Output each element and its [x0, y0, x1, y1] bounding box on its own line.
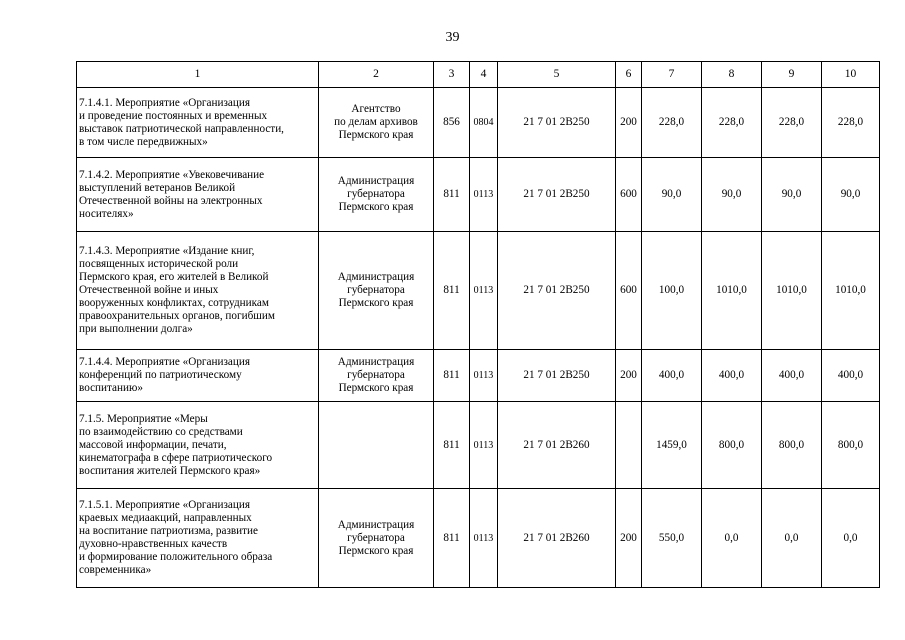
column-header-7: 7: [642, 62, 702, 88]
agency-cell: [319, 489, 434, 588]
target-article-cell: 21 7 01 2В250: [498, 158, 616, 232]
amount-col7-cell: 90,0: [642, 158, 702, 232]
agency-cell: [319, 402, 434, 489]
activity-name-cell: [77, 489, 319, 588]
table-row: [77, 158, 880, 232]
section-code-cell: 0113: [470, 402, 498, 489]
amount-col9-cell: 0,0: [762, 489, 822, 588]
section-code-cell: 0113: [470, 158, 498, 232]
target-article-cell: 21 7 01 2В260: [498, 489, 616, 588]
agency-cell: [319, 350, 434, 402]
amount-col10-cell: 400,0: [822, 350, 880, 402]
expense-type-cell: 600: [616, 232, 642, 350]
agency-name: Агентство по делам архивов Пермского края: [334, 103, 418, 141]
amount-col7-cell: 1459,0: [642, 402, 702, 489]
column-header-5: 5: [498, 62, 616, 88]
agency-name: Администрация губернатора Пермского края: [337, 271, 415, 309]
amount-col9-cell: 90,0: [762, 158, 822, 232]
table-row: [77, 350, 880, 402]
amount-col9-cell: 1010,0: [762, 232, 822, 350]
column-header-10: 10: [822, 62, 880, 88]
amount-col10-cell: 90,0: [822, 158, 880, 232]
activity-name-cell: [77, 402, 319, 489]
budget-table: [76, 61, 880, 588]
expense-type-cell: 200: [616, 489, 642, 588]
expense-type-cell: 200: [616, 88, 642, 158]
activity-name: 7.1.5.1. Мероприятие «Организация краевых медиаакций, направленных на воспитание патриотизма, развитие духовно-нравственных качеств и формирование положительного образа современника»: [79, 499, 273, 576]
activity-name: 7.1.4.2. Мероприятие «Увековечивание выступлений ветеранов Великой Отечественной войны на электронных носителях»: [79, 168, 265, 220]
activity-name-cell: [77, 232, 319, 350]
amount-col8-cell: 228,0: [702, 88, 762, 158]
column-header-1: 1: [77, 62, 319, 88]
amount-col8-cell: 1010,0: [702, 232, 762, 350]
activity-name: 7.1.4.1. Мероприятие «Организация и проведение постоянных и временных выставок патриотической направленности, в том числе передвижных»: [79, 96, 284, 148]
amount-col10-cell: 800,0: [822, 402, 880, 489]
admin-code-cell: 856: [434, 88, 470, 158]
table-row: [77, 489, 880, 588]
amount-col9-cell: 228,0: [762, 88, 822, 158]
agency-cell: [319, 88, 434, 158]
column-header-4: 4: [470, 62, 498, 88]
agency-cell: [319, 232, 434, 350]
target-article-cell: 21 7 01 2В250: [498, 350, 616, 402]
activity-name-cell: [77, 88, 319, 158]
section-code-cell: 0113: [470, 232, 498, 350]
amount-col7-cell: 100,0: [642, 232, 702, 350]
activity-name: 7.1.4.4. Мероприятие «Организация конференций по патриотическому воспитанию»: [79, 356, 250, 394]
table-header-row: [77, 62, 880, 88]
agency-name: Администрация губернатора Пермского края: [337, 518, 415, 557]
expense-type-cell: 200: [616, 350, 642, 402]
admin-code-cell: 811: [434, 158, 470, 232]
table-row: [77, 88, 880, 158]
activity-name: 7.1.4.3. Мероприятие «Издание книг, посвященных исторической роли Пермского края, его жителей в Великой Отечественной войне и иных вооруженных конфликтах, сотрудникам правоохранительных органов, погибшим при выполнении долга»: [79, 245, 275, 335]
expense-type-cell: [616, 402, 642, 489]
agency-name: Администрация губернатора Пермского края: [337, 356, 415, 394]
amount-col8-cell: 90,0: [702, 158, 762, 232]
section-code-cell: 0113: [470, 350, 498, 402]
amount-col9-cell: 800,0: [762, 402, 822, 489]
page-number: 39: [445, 30, 460, 45]
column-header-3: 3: [434, 62, 470, 88]
target-article-cell: 21 7 01 2В250: [498, 232, 616, 350]
expense-type-cell: 600: [616, 158, 642, 232]
amount-col7-cell: 228,0: [642, 88, 702, 158]
activity-name-cell: [77, 350, 319, 402]
amount-col7-cell: 550,0: [642, 489, 702, 588]
admin-code-cell: 811: [434, 232, 470, 350]
activity-name: 7.1.5. Мероприятие «Меры по взаимодействию со средствами массовой информации, печати, кинематографа в сфере патриотического воспитания жителей Пермского края»: [79, 412, 273, 477]
amount-col10-cell: 228,0: [822, 88, 880, 158]
column-header-6: 6: [616, 62, 642, 88]
section-code-cell: 0113: [470, 489, 498, 588]
table-row: [77, 402, 880, 489]
amount-col8-cell: 800,0: [702, 402, 762, 489]
admin-code-cell: 811: [434, 350, 470, 402]
table-row: [77, 232, 880, 350]
amount-col10-cell: 0,0: [822, 489, 880, 588]
amount-col8-cell: 0,0: [702, 489, 762, 588]
amount-col8-cell: 400,0: [702, 350, 762, 402]
amount-col7-cell: 400,0: [642, 350, 702, 402]
amount-col10-cell: 1010,0: [822, 232, 880, 350]
column-header-9: 9: [762, 62, 822, 88]
section-code-cell: 0804: [470, 88, 498, 158]
admin-code-cell: 811: [434, 402, 470, 489]
column-header-8: 8: [702, 62, 762, 88]
agency-cell: [319, 158, 434, 232]
column-header-2: 2: [319, 62, 434, 88]
activity-name-cell: [77, 158, 319, 232]
amount-col9-cell: 400,0: [762, 350, 822, 402]
agency-name: Администрация губернатора Пермского края: [337, 175, 415, 213]
target-article-cell: 21 7 01 2В260: [498, 402, 616, 489]
target-article-cell: 21 7 01 2В250: [498, 88, 616, 158]
admin-code-cell: 811: [434, 489, 470, 588]
